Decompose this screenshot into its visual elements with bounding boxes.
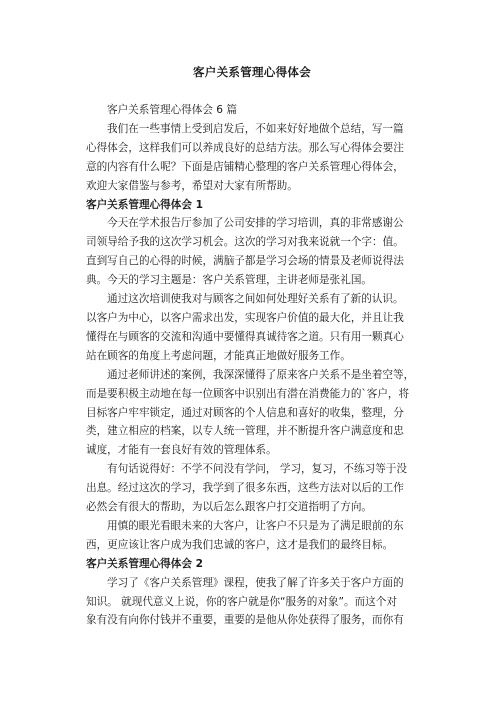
text-line: 类，建立相应的档案，以专人统一管理，并不断提升客户满意度和忠 (86, 425, 404, 438)
text-line: 站在顾客的角度上考虑问题，才能真正地做好服务工作。 (86, 349, 351, 362)
text-line: 以客户为中心，以客户需求出发，实现客户价值的最大化，并且让我 (86, 311, 404, 324)
text-line: 通过这次培训使我对与顾客之间如何处理好关系有了新的认识。 (107, 293, 404, 306)
text-line: 学习了《客户关系管理》课程，使我了解了许多关于客户方面的 (107, 576, 404, 589)
text-line: 用慎的眼光看眼未来的大客户，让客户不只是为了满足眼前的东 (107, 519, 404, 532)
text-line: 西，更应该让客户成为我们忠诚的客户，这才是我们的最终目标。 (86, 538, 394, 551)
document-title: 客户关系管理心得体会 (193, 65, 311, 79)
text-line: 欢迎大家借鉴与参考，希望对大家有所帮助。 (86, 179, 298, 192)
text-line: 直到写自己的心得的时候，满脑子都是学习会场的情景及老师说得法 (86, 255, 404, 268)
text-line: 我们在一些事情上受到启发后，不如来好好地做个总结，写一篇 (107, 122, 404, 135)
text-line: 今天在学术报告厅参加了公司安排的学习培训，真的非常感谢公 (107, 217, 404, 230)
text-line: 司领导给予我的这次学习机会。这次的学习对我来说就一个字：值。 (86, 236, 404, 249)
text-line: 客户关系管理心得体会 6 篇 (107, 104, 238, 116)
text-line: 必然会有很大的帮助，为以后怎么跟客户打交道指明了方向。 (86, 501, 373, 514)
text-line: 诚度，才能有一套良好有效的管理体系。 (86, 444, 277, 457)
text-line: 象有没有向你付钱并不重要，重要的是他从你处获得了服务，而你有 (86, 614, 404, 627)
text-line: 通过老师讲述的案例，我深深懂得了原来客户关系不是坐着空等， (107, 368, 415, 381)
section-heading: 客户关系管理心得体会 1 (86, 198, 203, 211)
text-line: 懂得在与顾客的交流和沟通中要懂得真诚待客之道。只有用一颗真心 (86, 330, 404, 343)
text-line: 目标客户牢牢锁定，通过对顾客的个人信息和喜好的收集，整理，分 (86, 406, 404, 419)
text-line: 知识。 就现代意义上说，你的客户就是你“服务的对象”。而这个对 (86, 595, 397, 608)
text-line: 典。今天的学习主题是：客户关系管理，主讲老师是张礼国。 (86, 274, 373, 287)
document-body (86, 101, 418, 630)
text-line: 意的内容有什么呢？下面是店铺精心整理的客户关系管理心得体会， (86, 160, 404, 173)
text-line: 而是要积极主动地在每一位顾客中识别出有潜在消费能力的`客户，将 (86, 387, 410, 400)
text-line: 出息。经过这次的学习，我学到了很多东西，这些方法对以后的工作 (86, 482, 404, 495)
text-line: 心得体会，这样我们可以养成良好的总结方法。那么写心得体会要注 (86, 141, 404, 154)
text-line: 有句话说得好：不学不问没有学问， 学习，复习，不练习等于没 (107, 463, 407, 476)
section-heading: 客户关系管理心得体会 2 (86, 557, 203, 570)
